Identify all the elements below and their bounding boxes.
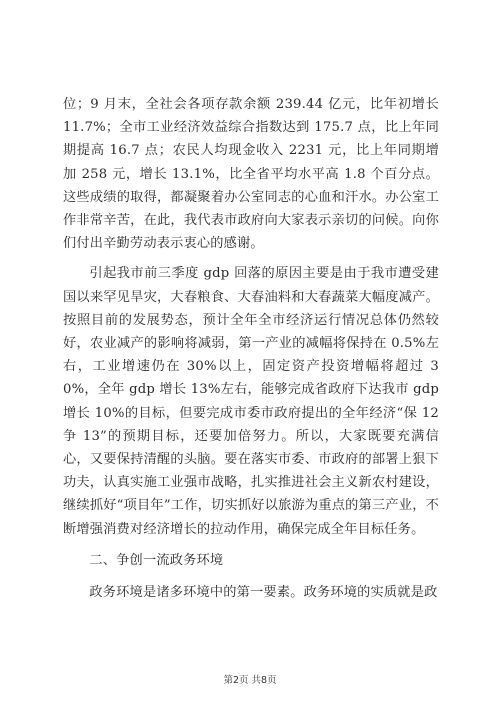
paragraph-gdp-analysis: 引起我市前三季度 gdp 回落的原因主要是由于我市遭受建国以来罕见旱灾，大春粮食、大春油料和大春蔬菜大幅度减产。按照目前的发展势态，预计全年全市经济运行情况总体仍然较好，农业减产的影响将减弱，第一产业的减幅将保持在 0.5%左右，工业增速仍在 30%以上，固定资产投资增幅将超过 30%，全年 gdp 增长 13%左右，能够完成省政府下达我市 gdp 增长 10%的目标，但要完成市委市政府提出的全年经济“保 12 争 13”的预期目标，还要加倍努力。所以，大家既要充满信心，又要保持清醒的头脑。要在落实市委、市政府的部署上狠下功夫，认真实施工业强市战略，扎实推进社会主义新农村建设，继续抓好“项目年”工作，切实抓好以旅游为重点的第三产业，不断增强消费对经济增长的拉动作用，确保完成全年目标任务。 [63,266,439,537]
paragraph-government-environment: 政务环境是诸多环境中的第一要素。政务环境的实质就是政 [89,584,438,600]
document-body [63,93,439,612]
page-number-footer: 第2页 共8页 [223,675,277,686]
paragraph-savings-results: 位；9 月末，全社会各项存款余额 239.44 亿元，比年初增长 11.7%；全市工业经济效益综合指数达到 175.7 点，比上年同期提高 16.7 点；农民人均现金收入 2231 元，比上年同期增加 258 元，增长 13.1%，比全省平均水平高 1.8 个百分点。这些成绩的取得，都凝聚着办公室同志的心血和汗水。办公室工作非常辛苦，在此，我代表市政府向大家表示亲切的问候。向你们付出辛勤劳动表示衷心的感谢。 [63,97,439,252]
section-heading: 二、争创一流政务环境 [89,553,224,569]
